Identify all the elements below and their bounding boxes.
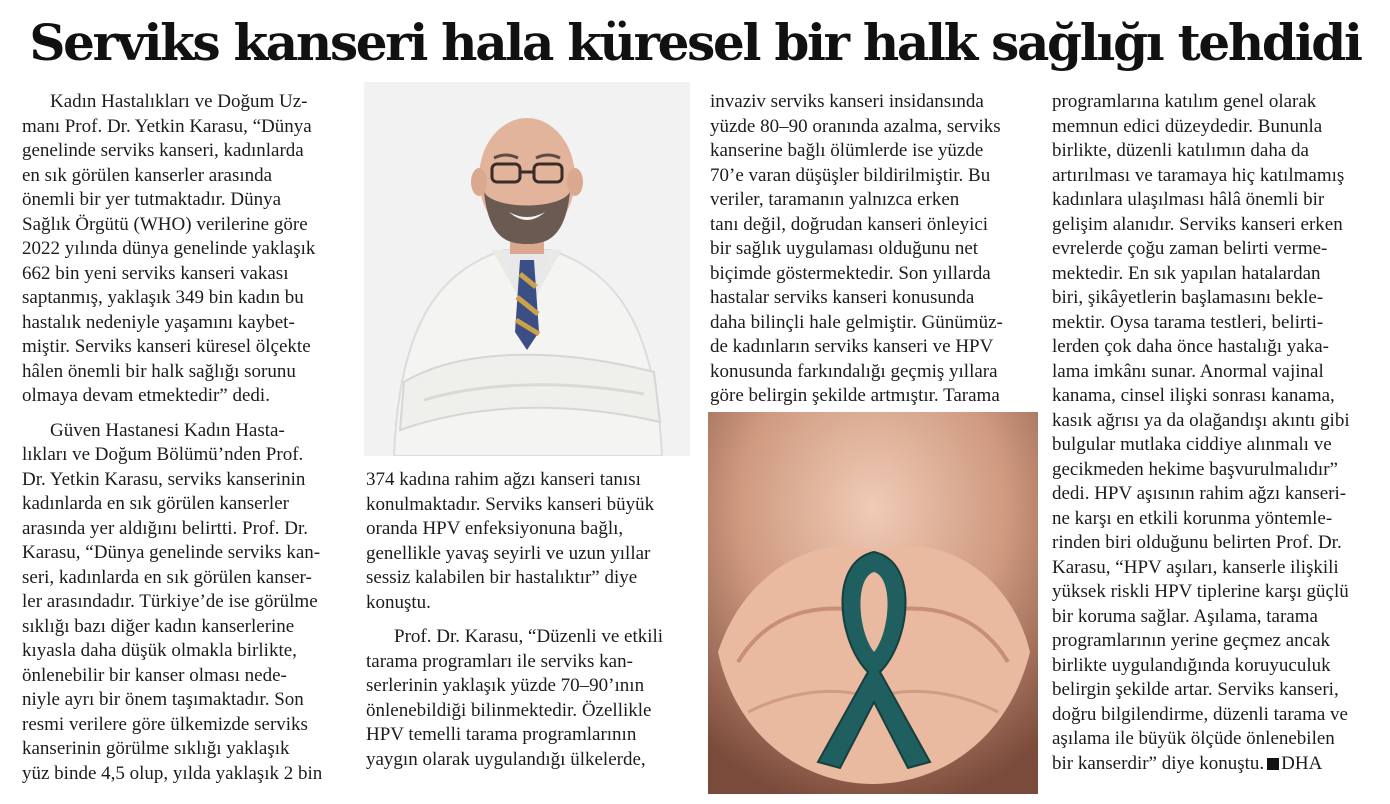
paragraph: Prof. Dr. Karasu, “Düzenli ve etkili tarama programları ile serviks kan- serlerinin yaklaşık yüzde 70–90’ının önlenebildiği bilinmektedir. Özellikle HPV temelli tarama programlarının yaygın olarak uygulandığı ülkelerde, [366,626,664,770]
ribbon-photo [708,412,1038,794]
paragraph: programlarına katılım genel olarak memnun edici düzeydedir. Bununla birlikte, düzenli katılımın daha da artırılması ve taramaya hiç katılmamış kadınlara ulaşılması hâlâ önemli bir gelişim alanıdır. Serviks kanseri erken evrelerde çoğu zaman belirti verme- mektedir. En sık yapılan hatalardan biri, şikâyetlerin başlamasını bekle- mektir. Oysa tarama testleri, belirti- lerden çok daha önce hastalığı yaka- lama imkânı sunar. Anormal vajinal kanama, cinsel ilişki sonrası kanama, kasık ağrısı ya da olağandışı akıntı gibi bulgular mutlaka ciddiye alınmalı ve gecikmeden hekime başvurulmalıdır” dedi. HPV aşısının rahim ağzı kanseri- ne karşı en etkili korunma yöntemle- rinden biri olduğunu belirten Prof. Dr. Karasu, “HPV aşıları, kanserle ilişkili yüksek riskli HPV tiplerine karşı güçlü bir koruma sağlar. Aşılama, tarama programlarının yerine geçmez ancak birlikte uygulandığında koruyuculuk belirgin şekilde artar. Serviks kanseri, doğru bilgilendirme, düzenli tarama ve aşılama ile büyük ölçüde önlenebilen bir kanserdir” diye konuştu. DHA [1052,91,1350,774]
doctor-illustration [364,82,690,456]
paragraph: Kadın Hastalıkları ve Doğum Uz- manı Prof. Dr. Yetkin Karasu, “Dünya genelinde serviks kanseri, kadınlarda en sık görülen kanserler arasında önemli bir yer tutmaktadır. Dünya Sağlık Örgütü (WHO) verilerine göre 2022 yılında dünya genelinde yaklaşık 662 bin yeni serviks kanseri vakası saptanmış, yaklaşık 349 bin kadın bu hastalık nedeniyle yaşamını kaybet- miştir. Serviks kanseri küresel ölçekte hâlen önemli bir halk sağlığı sorunu olmaya devam etmektedir” dedi. [22,91,316,406]
doctor-photo [364,82,690,456]
source-credit: DHA [1281,752,1323,774]
paragraph: Güven Hastanesi Kadın Hasta- lıkları ve Doğum Bölümü’nden Prof. Dr. Yetkin Karasu, serviks kanserinin kadınlarda en sık görülen kanserler arasında yer aldığını belirtti. Prof. Dr. Karasu, “Dünya genelinde serviks kan- seri, kadınlarda en sık görülen kanser- ler arasındadır. Türkiye’de ise görülme sıklığı bazı diğer kadın kanserlerine kıyasla daha düşük olmakla birlikte, önlenebilir bir kanser olması nede- niyle ayrı bir önem taşımaktadır. Son resmi verilere göre ülkemizde serviks kanserinin görülme sıklığı yaklaşık yüz binde 4,5 olup, yılda yaklaşık 2 bin [22,419,323,784]
paragraph: 374 kadına rahim ağzı kanseri tanısı konulmaktadır. Serviks kanseri büyük oranda HPV enfeksiyonuna bağlı, genellikle yavaş seyirli ve uzun yıllar sessiz kalabilen bir hastalıktır” diye konuştu. [366,469,655,613]
column-1 [22,90,348,786]
ribbon-hands-illustration [708,412,1038,794]
column-4 [1052,90,1378,776]
headline: Serviks kanseri hala küresel bir halk sağlığı tehdidi [29,13,1361,72]
end-mark-icon [1267,758,1279,770]
column-3 [710,90,1036,409]
column-2 [366,468,686,772]
paragraph: invaziv serviks kanseri insidansında yüzde 80–90 oranında azalma, serviks kanserine bağlı ölümlerde ise yüzde 70’e varan düşüşler bildirilmiştir. Bu veriler, taramanın yalnızca erken tanı değil, doğrudan kanseri önleyici bir sağlık uygulaması olduğunu net biçimde göstermektedir. Son yıllarda hastalar serviks kanseri konusunda daha bilinçli hale gelmiştir. Günümüz- de kadınların serviks kanseri ve HPV konusunda farkındalığı geçmiş yıllara göre belirgin şekilde artmıştır. Tarama [710,91,1003,406]
